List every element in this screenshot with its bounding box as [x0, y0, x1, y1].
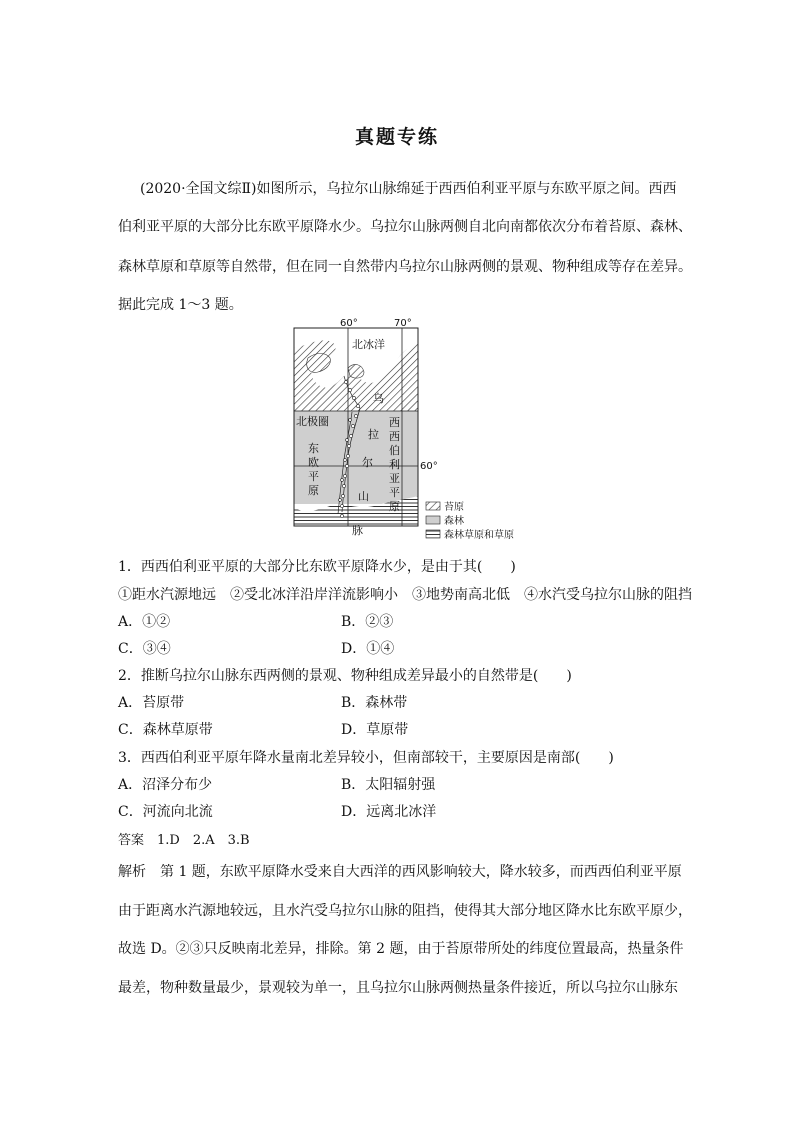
question-1-option-d[interactable]: D．①④ [341, 641, 395, 657]
explanation-line-3: 故选 D。②③只反映南北差异，排除。第 2 题，由于苔原带所处的纬度位置最高，热量条件 [118, 941, 684, 957]
lat-60-label: 60° [420, 461, 438, 472]
svg-text:尔: 尔 [362, 456, 373, 469]
arctic-circle-label: 北极圈 [296, 415, 329, 428]
svg-text:拉: 拉 [368, 428, 379, 441]
intro-line-3: 森林草原和草原等自然带，但在同一自然带内乌拉尔山脉两侧的景观、物种组成等存在差异。 [118, 259, 692, 275]
svg-text:乌: 乌 [373, 392, 384, 405]
svg-text:欧: 欧 [308, 456, 319, 469]
svg-text:山: 山 [358, 490, 369, 503]
svg-text:平: 平 [389, 486, 400, 499]
svg-text:原: 原 [308, 484, 319, 497]
svg-text:伯: 伯 [389, 444, 400, 457]
legend-tundra: 苔原 [444, 502, 464, 513]
svg-text:东: 东 [308, 442, 319, 455]
intro-line-2: 伯利亚平原的大部分比东欧平原降水少。乌拉尔山脉两侧自北向南都依次分布着苔原、森林、 [118, 219, 692, 235]
question-2-option-d[interactable]: D．草原带 [341, 722, 409, 738]
svg-text:利: 利 [389, 458, 400, 471]
explanation-line-2: 由于距离水汽源地较远，且水汽受乌拉尔山脉的阻挡，使得其大部分地区降水比东欧平原少， [118, 903, 692, 919]
page-title: 真题专练 [354, 126, 439, 148]
question-1-stem: 1．西西伯利亚平原的大部分比东欧平原降水少，是由于其( ) [118, 559, 516, 575]
west-siberian-plain-label [389, 416, 400, 513]
question-3-option-d[interactable]: D．远离北冰洋 [341, 804, 437, 820]
question-2-option-a[interactable]: A．苔原带 [118, 695, 185, 711]
question-2-stem: 2．推断乌拉尔山脉东西两侧的景观、物种组成差异最小的自然带是( ) [118, 668, 572, 684]
question-1-option-a[interactable]: A．①② [118, 614, 171, 630]
question-3-option-c[interactable]: C．河流向北流 [118, 804, 213, 820]
question-1-option-b[interactable]: B．②③ [341, 614, 394, 630]
intro-line-1: (2020·全国文综Ⅱ)如图所示，乌拉尔山脉绵延于西西伯利亚平原与东欧平原之间。西西 [140, 181, 677, 197]
explanation-line-1: 解析 第 1 题，东欧平原降水受来自大西洋的西风影响较大，降水较多，而西西伯利亚平原 [118, 864, 682, 880]
ural-map-figure [290, 316, 540, 546]
intro-line-4: 据此完成 1～3 题。 [118, 297, 243, 313]
question-3-option-a[interactable]: A．沼泽分布少 [118, 777, 213, 793]
question-2-option-c[interactable]: C．森林草原带 [118, 722, 213, 738]
question-2-option-b[interactable]: B．森林带 [341, 695, 408, 711]
question-3-stem: 3．西西伯利亚平原年降水量南北差异较小，但南部较干，主要原因是南部( ) [118, 750, 614, 766]
legend-forest: 森林 [444, 516, 464, 527]
svg-text:脉: 脉 [352, 524, 363, 537]
answer-line: 答案 1.D 2.A 3.B [118, 833, 250, 848]
lon-60-label: 60° [340, 318, 358, 329]
explanation-line-4: 最差，物种数量最少，景观较为单一，且乌拉尔山脉两侧热量条件接近，所以乌拉尔山脉东 [118, 980, 678, 996]
question-1-statements: ①距水汽源地远 ②受北冰洋沿岸洋流影响小 ③地势南高北低 ④水汽受乌拉尔山脉的阻挡 [118, 587, 692, 603]
legend-forest-steppe: 森林草原和草原 [444, 530, 514, 541]
svg-text:亚: 亚 [389, 472, 400, 485]
map-legend [426, 500, 514, 541]
arctic-ocean-label: 北冰洋 [352, 338, 385, 351]
svg-text:原: 原 [389, 500, 400, 513]
svg-text:西: 西 [389, 416, 400, 429]
svg-text:平: 平 [308, 470, 319, 483]
east-europe-plain-label [308, 442, 319, 497]
svg-text:西: 西 [389, 430, 400, 443]
question-3-option-b[interactable]: B．太阳辐射强 [341, 777, 436, 793]
question-1-option-c[interactable]: C．③④ [118, 641, 171, 657]
lon-70-label: 70° [394, 318, 412, 329]
